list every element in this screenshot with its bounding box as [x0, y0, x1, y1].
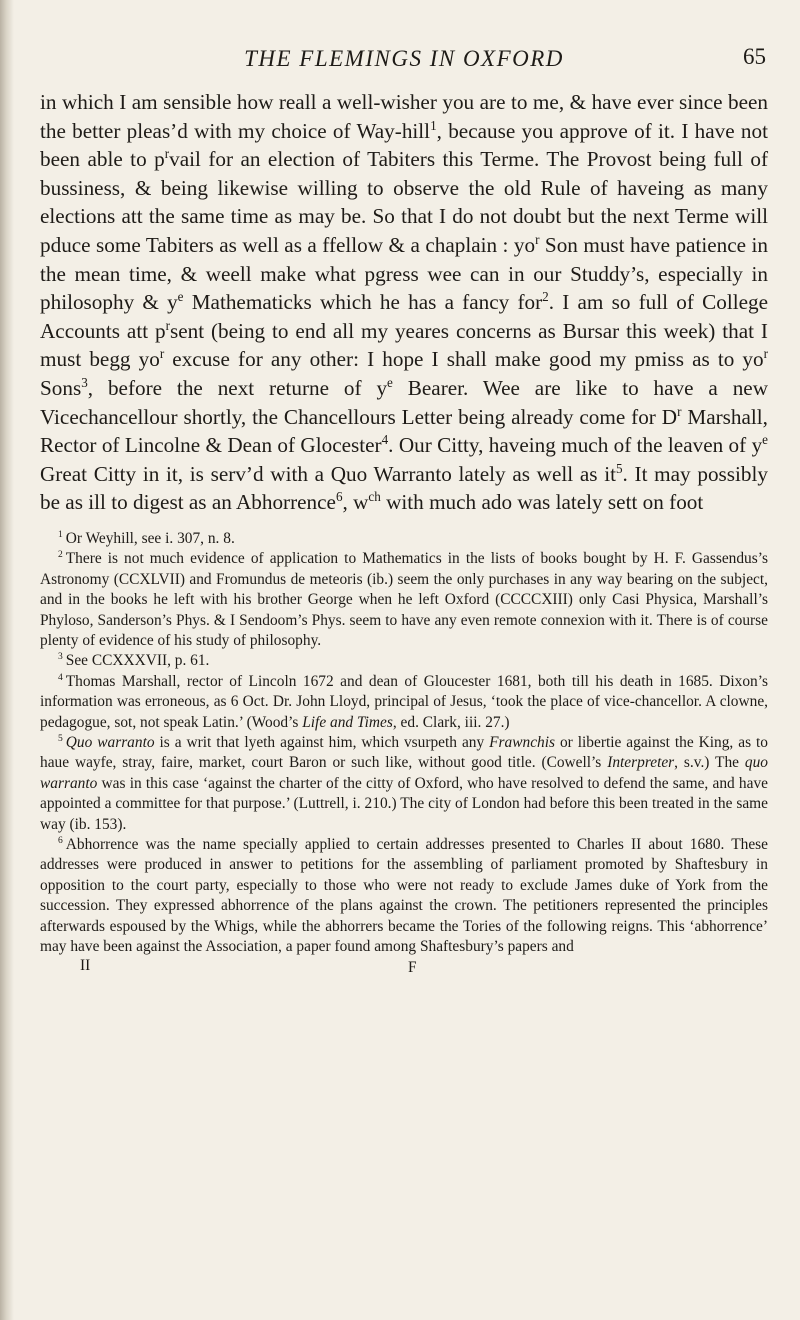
body-text-segment: excuse for any other: I hope I shall make good my pmiss as to yo: [164, 347, 764, 372]
footnote-ref: 4: [381, 432, 389, 448]
footnote-mark: 2: [58, 549, 63, 561]
footnote-text: There is not much evidence of application to Mathematics in the lists of books bought by H. F. Gassendus’s Astronomy (CCXLVII) and Fromundus de meteoris (ib.) seem the only purchases in any way bearing on the subject, and in the books he left with his brother George when he left Oxford (CCCCXIII) only Casi Physica, Marshall’s Phyloso, Sanderson’s Phys. & I Sendoom’s Phys. seem to have any even remote connexion with it. There is of course plenty of evidence of his study of philosophy.: [40, 550, 768, 649]
footnote-2: [40, 549, 768, 651]
superscript-abbrev: r: [164, 146, 170, 162]
footnote-mark: 4: [58, 671, 63, 683]
superscript-abbrev: r: [763, 346, 768, 362]
superscript-abbrev: e: [177, 289, 184, 305]
footnote-text: Or Weyhill, see i. 307, n. 8.: [65, 529, 235, 547]
body-text-segment: Marshall, Rector of Lincolne & Dean of Glocester: [40, 404, 768, 458]
body-text-segment: vail for an election of Tabiters this Terme. The Provost being full of bussiness, & being likewise willing to observe the old Rule of haveing as many elections att the same time as may be. So that I do not doubt but the next Terme will pduce some Tabiters as well as a ffellow & a chaplain : yo: [40, 147, 769, 257]
main-text: [40, 88, 768, 517]
body-text-segment: Great Citty in it, is serv’d with a Quo Warranto lately as well as it: [40, 461, 616, 486]
body-text-segment: Sons: [40, 375, 82, 400]
footnote-text: was in this case ‘against the charter of the citty of Oxford, who have resolved to defend the same, and have appointed a committee for that purpose.’ (Luttrell, i. 210.) The city of London had before this been treated in the same way (ib. 153).: [40, 774, 768, 833]
footnote-3: [40, 651, 768, 671]
italic-term: Quo warranto: [65, 733, 155, 751]
page-edge-shadow: [0, 0, 14, 1320]
body-text-segment: with much ado was lately sett on foot: [380, 490, 704, 515]
book-title: Interpreter: [607, 754, 675, 772]
body-text-segment: , because you approve of it. I have not been able to p: [40, 118, 768, 172]
footnote-mark: 1: [58, 528, 63, 540]
superscript-abbrev: r: [535, 231, 540, 247]
footnote-mark: 5: [58, 732, 63, 744]
sheet-signature: F: [408, 959, 417, 977]
footnote-text: , s.v.) The: [674, 754, 745, 772]
footnote-text: Thomas Marshall, rector of Lincoln 1672 and dean of Gloucester 1681, both till his death in 1685. Dixon’s information was erroneous, as 6 Oct. Dr. John Lloyd, principal of Jesus, ‘took the place of vice-chancellor. A clowne, pedagogue, sot, not speak Latin.’ (Wood’s: [40, 672, 768, 731]
body-text-segment: , w: [342, 490, 369, 515]
superscript-abbrev: ch: [368, 489, 381, 505]
body-text-segment: , before the next returne of y: [87, 375, 388, 400]
footnote-text: , ed. Clark, iii. 27.): [392, 713, 510, 731]
italic-term: quo warranto: [40, 754, 768, 792]
superscript-abbrev: e: [387, 374, 393, 390]
page-number: 65: [743, 44, 766, 69]
footnote-6: [40, 835, 768, 957]
footnote-text: is a writ that lyeth against him, which vsurpeth any: [154, 733, 490, 751]
signature-line: [40, 957, 768, 979]
footnote-ref: 2: [542, 289, 549, 305]
superscript-abbrev: r: [677, 403, 682, 419]
body-text-segment: . Our Citty, haveing much of the leaven of y: [388, 433, 763, 458]
body-text-segment: Son must have patience in the mean time, & weell make what pgress wee can in our Studdy’s, especially in philosophy & y: [40, 232, 768, 315]
volume-mark: II: [80, 957, 91, 975]
footnote-4: [40, 672, 768, 733]
footnote-mark: 6: [58, 834, 63, 846]
body-text-segment: . It may possibly be as ill to digest as an Abhorrence: [40, 461, 768, 515]
footnote-ref: 1: [430, 117, 437, 133]
italic-term: Frawnchis: [489, 733, 555, 751]
body-text-segment: sent (being to end all my yeares concerns as Bursar this week) that I must begg yo: [40, 318, 768, 372]
footnote-1: [40, 529, 768, 549]
superscript-abbrev: r: [159, 346, 165, 362]
footnote-5: [40, 733, 768, 835]
footnotes: [40, 529, 768, 958]
footnote-mark: 3: [58, 651, 63, 663]
body-text-segment: . I am so full of College Accounts att p: [40, 290, 768, 343]
running-title: THE FLEMINGS IN OXFORD: [244, 46, 564, 71]
body-text-segment: in which I am sensible how reall a well-wisher you are to me, & have ever since been the better pleas’d with my choice of Way-hill: [40, 90, 768, 143]
superscript-abbrev: e: [762, 432, 768, 448]
running-head: [40, 28, 768, 71]
superscript-abbrev: r: [165, 317, 170, 333]
footnote-text: See CCXXXVII, p. 61.: [65, 652, 210, 670]
book-page: [40, 28, 768, 979]
body-text-segment: Mathematicks which he has a fancy for: [183, 290, 543, 315]
footnote-text: Abhorrence was the name specially applied to certain addresses presented to Charles II about 1680. These addresses were produced in answer to petitions for the assembling of parliament promoted by Shaftesbury in opposition to the court party, especially to those who were not ready to exclude James duke of York from the succession. They expressed abhorrence of the plans against the crown. The petitioners represented the principles afterwards espoused by the Whigs, while the abhorrers became the Tories of the following reigns. This ‘abhorrence’ may have been against the Association, a paper found among Shaftesbury’s papers and: [40, 836, 768, 956]
footnote-ref: 3: [81, 374, 88, 390]
body-text-segment: Bearer. Wee are like to have a new Vicechancellour shortly, the Chancellours Letter being already come for D: [40, 375, 768, 429]
book-title: Life and Times: [302, 713, 393, 731]
footnote-ref: 5: [615, 460, 623, 476]
footnote-ref: 6: [335, 489, 343, 505]
footnote-text: or libertie against the King, as to haue wayfe, stray, faire, market, court Baron or such like, without good title. (Cowell’s: [40, 733, 768, 772]
